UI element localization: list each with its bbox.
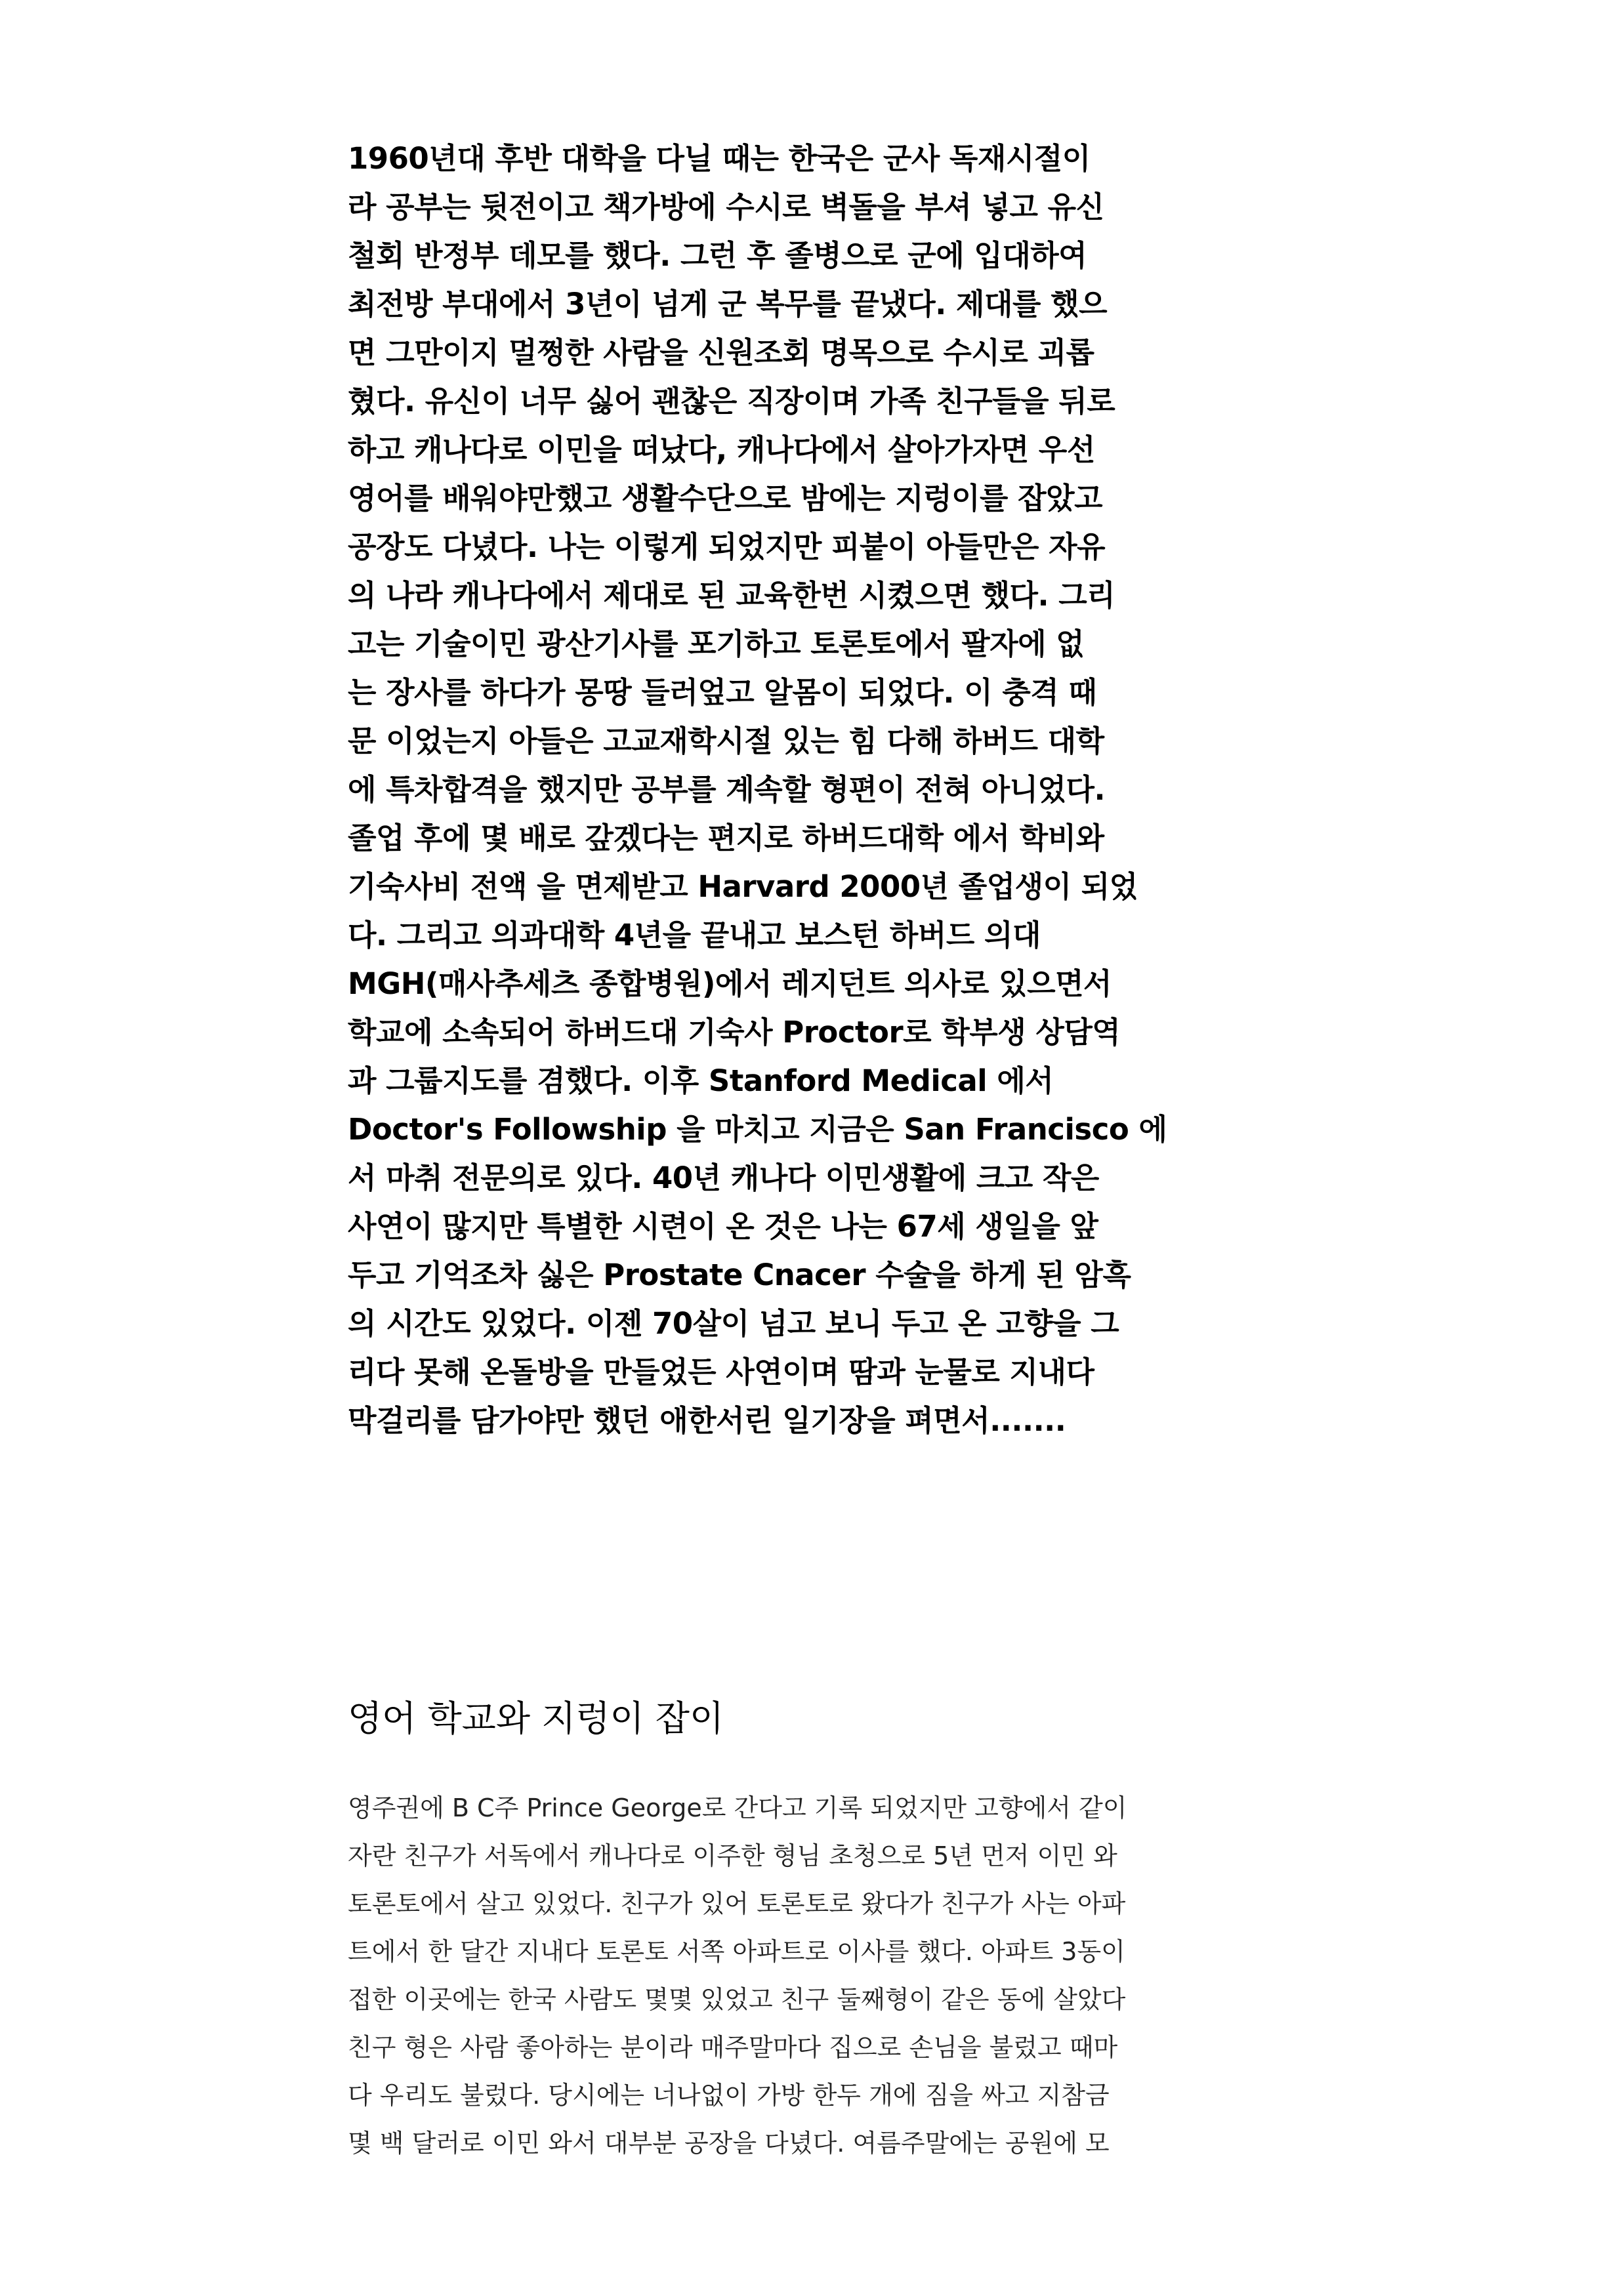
intro-line: 다. 그리고 의과대학 4년을 끝내고 보스턴 하버드 의대	[348, 918, 1041, 953]
section-heading: 영어 학교와 지렁이 잡이	[348, 1698, 724, 1739]
intro-line: MGH(매사추세츠 종합병원)에서 레지던트 의사로 있으면서	[348, 966, 1112, 1001]
body-line: 다 우리도 불렀다. 당시에는 너나없이 가방 한두 개에 짐을 싸고 지참금	[348, 2081, 1110, 2110]
intro-line: 두고 기억조차 싫은 Prostate Cnacer 수술을 하게 된 암흑	[348, 1258, 1131, 1292]
intro-line: 졸업 후에 몇 배로 갚겠다는 편지로 하버드대학 에서 학비와	[348, 821, 1104, 855]
intro-line: 과 그룹지도를 겸했다. 이후 Stanford Medical 에서	[348, 1063, 1054, 1098]
body-line: 트에서 한 달간 지내다 토론토 서쪽 아파트로 이사를 했다. 아파트 3동이	[348, 1937, 1125, 1966]
body-line: 친구 형은 사람 좋아하는 분이라 매주말마다 집으로 손님을 불렀고 때마	[348, 2033, 1118, 2062]
intro-line: 서 마취 전문의로 있다. 40년 캐나다 이민생활에 크고 작은	[348, 1160, 1099, 1195]
intro-line: 막걸리를 담가야만 했던 애한서린 일기장을 펴면서.......	[348, 1403, 1066, 1438]
intro-line: Doctor's Followship 을 마치고 지금은 San Francisco 에	[348, 1112, 1167, 1147]
intro-line: 에 특차합격을 했지만 공부를 계속할 형편이 전혀 아니었다.	[348, 772, 1106, 807]
body-line: 토론토에서 살고 있었다. 친구가 있어 토론토로 왔다가 친구가 사는 아파	[348, 1889, 1126, 1918]
intro-line: 의 나라 캐나다에서 제대로 된 교육한번 시켰으면 했다. 그리	[348, 578, 1115, 613]
intro-line: 공장도 다녔다. 나는 이렇게 되었지만 피붙이 아들만은 자유	[348, 529, 1106, 564]
body-line: 몇 백 달러로 이민 와서 대부분 공장을 다녔다. 여름주말에는 공원에 모	[348, 2129, 1110, 2158]
intro-line: 혔다. 유신이 너무 싫어 괜찮은 직장이며 가족 친구들을 뒤로	[348, 384, 1115, 419]
intro-line: 1960년대 후반 대학을 다닐 때는 한국은 군사 독재시절이	[348, 141, 1091, 176]
intro-line: 기숙사비 전액 을 면제받고 Harvard 2000년 졸업생이 되었	[348, 869, 1138, 904]
body-line: 자란 친구가 서독에서 캐나다로 이주한 형님 초청으로 5년 먼저 이민 와	[348, 1841, 1117, 1870]
intro-line: 하고 캐나다로 이민을 떠났다, 캐나다에서 살아가자면 우선	[348, 432, 1095, 467]
intro-line: 라 공부는 뒷전이고 책가방에 수시로 벽돌을 부셔 넣고 유신	[348, 190, 1104, 224]
intro-line: 고는 기술이민 광산기사를 포기하고 토론토에서 팔자에 없	[348, 626, 1085, 661]
intro-line: 리다 못해 온돌방을 만들었든 사연이며 땀과 눈물로 지내다	[348, 1355, 1094, 1389]
body-line: 영주권에 B C주 Prince George로 간다고 기록 되었지만 고향에서 같이	[348, 1794, 1127, 1822]
intro-paragraph	[348, 134, 1286, 1445]
intro-line: 영어를 배워야만했고 생활수단으로 밤에는 지렁이를 잡았고	[348, 481, 1103, 516]
intro-line: 문 이었는지 아들은 고교재학시절 있는 힘 다해 하버드 대학	[348, 724, 1104, 758]
intro-line: 학교에 소속되어 하버드대 기숙사 Proctor로 학부생 상담역	[348, 1015, 1121, 1050]
intro-line: 는 장사를 하다가 몽땅 들러엎고 알몸이 되었다. 이 충격 때	[348, 675, 1097, 710]
body-line: 접한 이곳에는 한국 사람도 몇몇 있었고 친구 둘째형이 같은 동에 살았다	[348, 1985, 1126, 2014]
intro-line: 철회 반정부 데모를 했다. 그런 후 졸병으로 군에 입대하여	[348, 238, 1087, 273]
intro-line: 사연이 많지만 특별한 시련이 온 것은 나는 67세 생일을 앞	[348, 1209, 1098, 1244]
body-paragraph	[348, 1784, 1286, 2167]
intro-line: 최전방 부대에서 3년이 넘게 군 복무를 끝냈다. 제대를 했으	[348, 287, 1108, 321]
intro-line: 의 시간도 있었다. 이젠 70살이 넘고 보니 두고 온 고향을 그	[348, 1306, 1119, 1341]
intro-line: 면 그만이지 멀쩡한 사람을 신원조회 명목으로 수시로 괴롭	[348, 335, 1094, 370]
